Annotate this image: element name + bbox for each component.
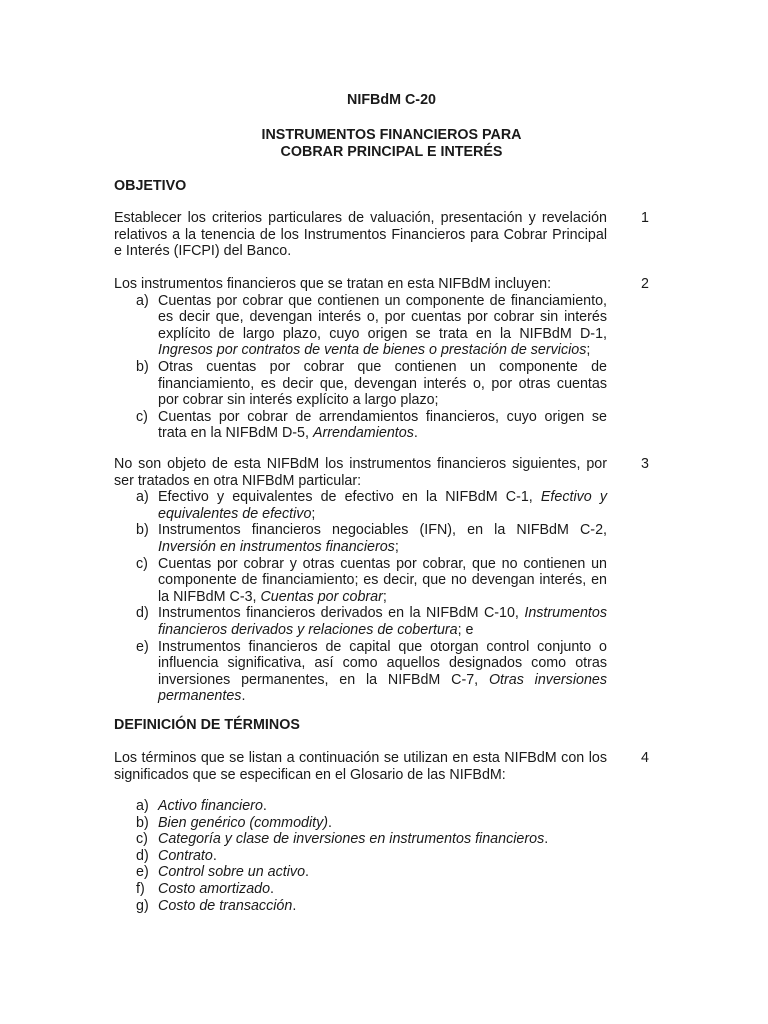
list-item xyxy=(114,639,607,705)
list-item xyxy=(114,359,607,409)
paragraph-2-intro: Los instrumentos financieros que se tratan en esta NIFBdM incluyen: xyxy=(114,276,552,292)
term-name: Costo de transacción xyxy=(158,897,293,914)
list-item xyxy=(114,489,607,522)
term-name: Costo amortizado xyxy=(158,880,271,897)
term-marker: a) xyxy=(136,798,149,814)
list-item-text: Cuentas por cobrar de arrendamientos financieros, cuyo origen se trata en la NIFBdM D-5, xyxy=(158,408,607,442)
paragraph-number-4: 4 xyxy=(641,750,649,766)
list-item xyxy=(114,409,607,442)
paragraph-4 xyxy=(114,750,607,783)
list-item-punctuation: ; e xyxy=(457,621,474,638)
list-item-punctuation: ; xyxy=(586,342,591,359)
list-item-text: Efectivo y equivalentes de efectivo en la NIFBdM C-1, xyxy=(158,489,541,506)
list-item-punctuation: ; xyxy=(311,505,316,522)
paragraph-2 xyxy=(114,276,607,442)
term-name: Bien genérico (commodity) xyxy=(158,814,329,831)
list-item-reference: Ingresos por contratos de venta de bienes o prestación de servicios xyxy=(158,342,587,359)
term-list xyxy=(114,798,607,914)
term-item xyxy=(114,881,607,898)
section-heading-definicion: DEFINICIÓN DE TÉRMINOS xyxy=(114,717,300,733)
paragraph-number-2: 2 xyxy=(641,276,649,292)
list-item-text: Otras cuentas por cobrar que contienen un componente de financiamiento, es decir que, devengan interés o, por otras cuentas por cobrar sin interés explícito a largo plazo; xyxy=(158,358,607,409)
term-item xyxy=(114,831,607,848)
list-item-reference: Inversión en instrumentos financieros xyxy=(158,538,395,555)
list-item-text: Instrumentos financieros negociables (IFN), en la NIFBdM C-2, xyxy=(158,522,607,539)
paragraph-2-list xyxy=(114,293,607,442)
term-marker: e) xyxy=(136,864,149,881)
list-item-marker: a) xyxy=(136,292,149,309)
list-item xyxy=(114,556,607,606)
list-item-reference: Cuentas por cobrar xyxy=(260,588,383,605)
list-item xyxy=(114,293,607,359)
paragraph-3-intro: No son objeto de esta NIFBdM los instrumentos financieros siguientes, por ser tratados en otra NIFBdM particular: xyxy=(114,456,607,489)
term-name: Control sobre un activo xyxy=(158,864,306,881)
section-heading-objetivo: OBJETIVO xyxy=(114,178,187,194)
term-item xyxy=(114,864,607,881)
list-item-text: Instrumentos financieros derivados en la NIFBdM C-10, xyxy=(158,605,525,622)
document-title-line-1: INSTRUMENTOS FINANCIEROS PARA xyxy=(261,127,522,143)
paragraph-3 xyxy=(114,456,607,705)
term-name: Activo financiero xyxy=(158,798,263,814)
term-name: Contrato xyxy=(158,847,213,864)
term-punctuation: . xyxy=(305,864,310,881)
document-title-line-2: COBRAR PRINCIPAL E INTERÉS xyxy=(280,144,503,160)
list-item-reference: Arrendamientos xyxy=(312,425,414,442)
term-marker: f) xyxy=(136,880,145,897)
term-punctuation: . xyxy=(270,880,275,897)
list-item-marker: e) xyxy=(136,638,149,655)
list-item-marker: d) xyxy=(136,605,149,622)
term-punctuation: . xyxy=(262,798,267,814)
list-item-text: Instrumentos financieros de capital que otorgan control conjunto o influencia significativa, así como aquellos designados como otras inversiones permanentes, en la NIFBdM C-7, xyxy=(158,638,607,688)
list-item-marker: a) xyxy=(136,489,149,506)
paragraph-number-3: 3 xyxy=(641,456,649,472)
paragraph-1-text: Establecer los criterios particulares de valuación, presentación y revelación relativos a la tenencia de los Instrumentos Financieros para Cobrar Principal e Interés (IFCPI) del Banco. xyxy=(114,210,607,260)
list-item-punctuation: . xyxy=(413,425,418,442)
term-item xyxy=(114,815,607,832)
list-item-punctuation: . xyxy=(241,688,246,705)
list-item-reference: Otras inversiones permanentes xyxy=(158,671,607,705)
paragraph-number-1: 1 xyxy=(641,210,649,226)
list-item xyxy=(114,605,607,638)
term-punctuation: . xyxy=(328,814,333,831)
list-item-marker: c) xyxy=(136,408,148,425)
paragraph-3-list xyxy=(114,489,607,705)
list-item xyxy=(114,522,607,555)
term-punctuation: . xyxy=(212,847,217,864)
list-item-marker: c) xyxy=(136,555,148,572)
term-item xyxy=(114,798,607,815)
term-item xyxy=(114,848,607,865)
list-item-text: Cuentas por cobrar y otras cuentas por cobrar, que no contienen un componente de financiamiento; es decir, que no devengan interés, en la NIFBdM C-3, xyxy=(158,555,607,605)
term-punctuation: . xyxy=(292,897,297,914)
paragraph-1 xyxy=(114,210,607,260)
paragraph-4-text: Los términos que se listan a continuación se utilizan en esta NIFBdM con los significados que se especifican en el Glosario de las NIFBdM: xyxy=(114,750,607,783)
term-marker: d) xyxy=(136,847,149,864)
list-item-reference: Efectivo y equivalentes de efectivo xyxy=(158,489,607,522)
term-punctuation: . xyxy=(544,831,549,848)
list-item-punctuation: ; xyxy=(382,588,387,605)
list-item-marker: b) xyxy=(136,522,149,539)
term-item xyxy=(114,898,607,915)
term-marker: c) xyxy=(136,831,148,848)
list-item-text: Cuentas por cobrar que contienen un componente de financiamiento, es decir que, devengan interés o, por cuentas por cobrar sin interés explícito de largo plazo, cuyo origen se trata en la NIFBdM D-1, xyxy=(158,292,607,342)
term-marker: g) xyxy=(136,897,149,914)
term-marker: b) xyxy=(136,814,149,831)
document-code: NIFBdM C-20 xyxy=(347,92,436,108)
term-name: Categoría y clase de inversiones en instrumentos financieros xyxy=(158,831,545,848)
list-item-marker: b) xyxy=(136,358,149,375)
list-item-punctuation: ; xyxy=(394,538,399,555)
list-item-reference: Instrumentos financieros derivados y relaciones de cobertura xyxy=(158,605,607,638)
